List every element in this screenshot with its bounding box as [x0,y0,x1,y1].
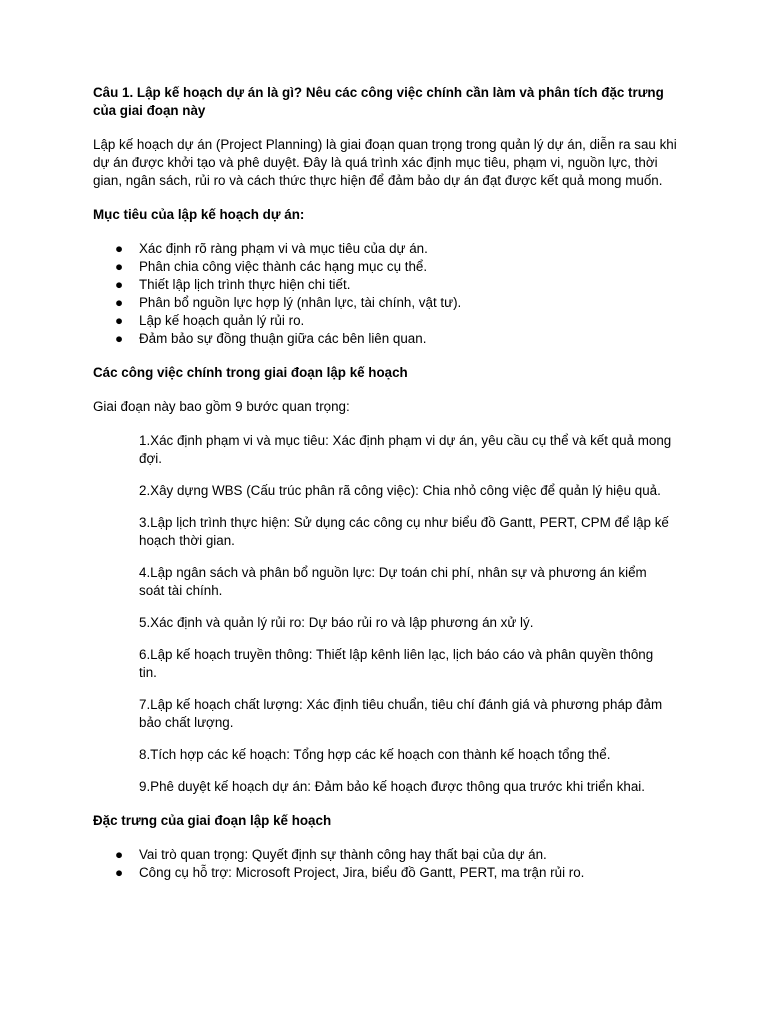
bullet-icon: ● [115,295,124,310]
list-item [93,846,682,864]
step-item: 8.Tích hợp các kế hoạch: Tổng hợp các kế hoạch con thành kế hoạch tổng thể. [139,747,611,762]
step-item: 4.Lập ngân sách và phân bổ nguồn lực: Dự toán chi phí, nhân sự và phương án kiểm soát tài chính. [139,565,647,598]
list-item-text: Lập kế hoạch quản lý rủi ro. [139,313,305,328]
bullet-icon: ● [115,313,124,328]
list-item [93,312,682,330]
step-item: 6.Lập kế hoạch truyền thông: Thiết lập kênh liên lạc, lịch báo cáo và phân quyền thông tin. [139,647,654,680]
bullet-icon: ● [115,277,124,292]
intro-paragraph: Lập kế hoạch dự án (Project Planning) là giai đoạn quan trọng trong quản lý dự án, diễn ra sau khi dự án được khởi tạo và phê duyệt. Đây là quá trình xác định mục tiêu, phạm vi, nguồn lực, thời gian, ngân sách, rủi ro và cách thức thực hiện để đảm bảo dự án đạt được kết quả mong muốn. [93,137,677,188]
list-item-text: Đảm bảo sự đồng thuận giữa các bên liên quan. [139,331,427,346]
list-item-text: Phân bổ nguồn lực hợp lý (nhân lực, tài chính, vật tư). [139,295,462,310]
list-item-text: Phân chia công việc thành các hạng mục cụ thể. [139,259,428,274]
goals-heading: Mục tiêu của lập kế hoạch dự án: [93,207,305,222]
bullet-icon: ● [115,865,124,880]
goals-list [93,240,682,348]
tasks-intro: Giai đoạn này bao gồm 9 bước quan trọng: [93,399,350,414]
step-item: 9.Phê duyệt kế hoạch dự án: Đảm bảo kế hoạch được thông qua trước khi triển khai. [139,779,645,794]
bullet-icon: ● [115,847,124,862]
features-list [93,846,682,882]
list-item-text: Vai trò quan trọng: Quyết định sự thành công hay thất bại của dự án. [139,847,547,862]
tasks-heading: Các công việc chính trong giai đoạn lập kế hoạch [93,365,408,380]
bullet-icon: ● [115,259,124,274]
list-item-text: Thiết lập lịch trình thực hiện chi tiết. [139,277,351,292]
list-item-text: Xác định rõ ràng phạm vi và mục tiêu của dự án. [139,241,428,256]
step-item: 3.Lập lịch trình thực hiện: Sử dụng các công cụ như biểu đồ Gantt, PERT, CPM để lập kế hoạch thời gian. [139,515,669,548]
list-item [93,258,682,276]
list-item-text: Công cụ hỗ trợ: Microsoft Project, Jira, biểu đồ Gantt, PERT, ma trận rủi ro. [139,865,585,880]
question-title: Câu 1. Lập kế hoạch dự án là gì? Nêu các công việc chính cần làm và phân tích đặc trưng của giai đoạn này [93,85,664,118]
steps-list [93,432,682,796]
step-item: 5.Xác định và quản lý rủi ro: Dự báo rủi ro và lập phương án xử lý. [139,615,534,630]
features-heading: Đặc trưng của giai đoạn lập kế hoạch [93,813,332,828]
bullet-icon: ● [115,331,124,346]
list-item [93,864,682,882]
step-item: 2.Xây dựng WBS (Cấu trúc phân rã công việc): Chia nhỏ công việc để quản lý hiệu quả. [139,483,661,498]
list-item [93,276,682,294]
step-item: 1.Xác định phạm vi và mục tiêu: Xác định phạm vi dự án, yêu cầu cụ thể và kết quả mong đợi. [139,433,672,466]
list-item [93,294,682,312]
list-item [93,240,682,258]
step-item: 7.Lập kế hoạch chất lượng: Xác định tiêu chuẩn, tiêu chí đánh giá và phương pháp đảm bảo chất lượng. [139,697,663,730]
list-item [93,330,682,348]
bullet-icon: ● [115,241,124,256]
